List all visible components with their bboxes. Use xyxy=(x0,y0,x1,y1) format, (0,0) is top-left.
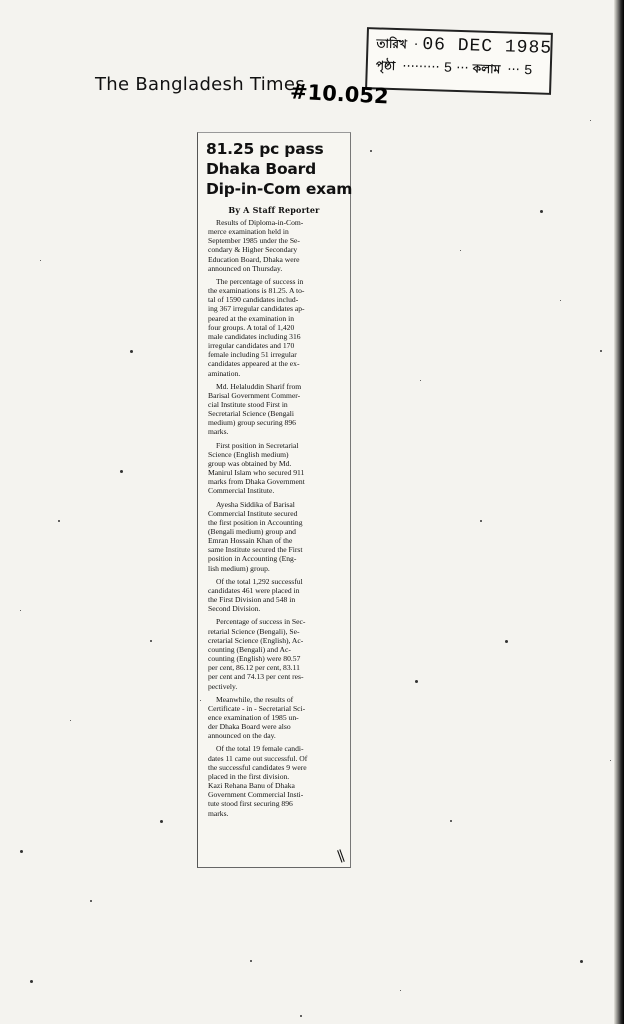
stamp-date-label: তারিখ xyxy=(376,36,408,52)
scan-speck xyxy=(370,150,372,152)
article-body xyxy=(198,218,350,818)
scan-speck xyxy=(160,820,163,823)
article-paragraph xyxy=(208,744,346,817)
article-paragraph xyxy=(208,277,346,378)
paragraph-line: Certificate - in - Secretarial Sci- xyxy=(208,703,306,713)
paragraph-line: four groups. A total of 1,420 xyxy=(208,322,295,332)
paragraph-line: Commercial Institute secured xyxy=(208,508,298,518)
paragraph-line: amination. xyxy=(208,368,241,378)
paragraph-line: Manirul Islam who secured 911 xyxy=(208,468,305,478)
paragraph-line: Kazi Rehana Banu of Dhaka xyxy=(208,781,295,791)
paragraph-line: Of the total 1,292 successful xyxy=(216,576,303,586)
paragraph-line: Secretarial Science (Bengali xyxy=(208,409,295,419)
paragraph-line: (Bengali medium) group and xyxy=(208,527,296,536)
stamp-date-row xyxy=(376,33,552,61)
paragraph-line: announced on the day. xyxy=(208,731,276,741)
paragraph-line: female including 51 irregular xyxy=(208,350,297,360)
paragraph-line: Meanwhile, the results of xyxy=(216,694,294,704)
stamp-date-value: 06 DEC 1985 xyxy=(422,34,553,59)
article-byline: By A Staff Reporter xyxy=(228,205,320,215)
scan-speck xyxy=(90,900,92,902)
headline-line: 81.25 pc pass xyxy=(206,140,324,158)
stamp-page-label: পৃষ্ঠা xyxy=(375,58,396,73)
paragraph-line: cial Institute stood First in xyxy=(208,399,288,409)
scan-speck xyxy=(250,960,252,962)
scan-speck xyxy=(415,680,418,683)
scan-speck xyxy=(590,120,591,121)
article-paragraph xyxy=(208,577,346,614)
paragraph-line: Barisal Government Commer- xyxy=(208,390,301,400)
stamp-page-value: 5 xyxy=(443,60,453,77)
paragraph-line: placed in the first division. xyxy=(208,771,290,781)
scan-speck xyxy=(120,470,123,473)
paragraph-line: irregular candidates and 170 xyxy=(208,341,295,351)
newspaper-source-label: The Bangladesh Times xyxy=(95,74,305,95)
scan-speck xyxy=(70,720,71,721)
scan-speck xyxy=(505,640,508,643)
paragraph-line: group was obtained by Md. xyxy=(208,458,292,468)
scan-speck xyxy=(300,1015,302,1017)
paragraph-line: September 1985 under the Se- xyxy=(208,236,300,246)
scan-speck xyxy=(130,350,133,353)
paragraph-line: Ayesha Siddika of Barisal xyxy=(216,499,295,509)
scan-speck xyxy=(400,990,401,991)
scan-speck xyxy=(610,760,611,761)
scan-speck xyxy=(20,850,23,853)
scan-speck xyxy=(560,300,561,301)
article-headline xyxy=(206,139,353,199)
paragraph-line: Government Commercial Insti- xyxy=(208,790,304,800)
article-paragraph xyxy=(208,617,346,690)
paragraph-line: male candidates including 316 xyxy=(208,331,301,341)
scan-speck xyxy=(20,610,21,611)
article-paragraph xyxy=(208,695,346,741)
paragraph-line: Emran Hossain Khan of the xyxy=(208,536,293,546)
paragraph-line: The percentage of success in xyxy=(216,276,304,286)
scan-speck xyxy=(480,520,482,522)
paragraph-line: Percentage of success in Sec- xyxy=(216,617,306,627)
paragraph-line: Results of Diploma-in-Com- xyxy=(216,218,304,227)
paragraph-line: counting (Bengali) and Ac- xyxy=(208,644,291,654)
paragraph-line: candidates appeared at the ex- xyxy=(208,359,300,369)
paragraph-line: ence examination of 1985 un- xyxy=(208,712,299,722)
paragraph-line: tal of 1590 candidates includ- xyxy=(208,295,299,305)
paragraph-line: der Dhaka Board were also xyxy=(208,722,291,732)
paragraph-line: cretarial Science (English), Ac- xyxy=(208,635,304,645)
paragraph-line: Education Board, Dhaka were xyxy=(208,254,300,264)
paragraph-line: Second Division. xyxy=(208,604,261,614)
article-paragraph xyxy=(208,218,346,273)
scan-speck xyxy=(460,250,461,251)
stamp-column-value: 5 xyxy=(523,63,533,80)
paragraph-line: pectively. xyxy=(208,681,238,691)
stamp-dots: · xyxy=(413,37,419,53)
paragraph-line: the First Division and 548 in xyxy=(208,595,296,605)
headline-line: Dip-in-Com exam xyxy=(206,180,353,198)
file-number: #10.052 xyxy=(289,79,390,109)
paragraph-line: Commercial Institute. xyxy=(208,486,275,496)
paragraph-line: Science (English medium) xyxy=(208,449,289,459)
stamp-dots: ··· xyxy=(456,60,469,77)
scan-speck xyxy=(420,380,421,381)
date-stamp xyxy=(365,27,553,95)
scan-speck xyxy=(540,210,543,213)
paragraph-line: counting (English) were 80.57 xyxy=(208,654,301,664)
scan-speck xyxy=(600,350,602,352)
stamp-page-row xyxy=(375,57,532,82)
paragraph-line: Md. Helaluddin Sharif from xyxy=(216,381,302,391)
article-paragraph xyxy=(208,441,346,496)
paragraph-line: per cent, 86.12 per cent, 83.11 xyxy=(208,663,300,673)
paragraph-line: per cent and 74.13 per cent res- xyxy=(208,672,304,682)
paragraph-line: same Institute secured the First xyxy=(208,545,303,555)
paragraph-line: merce examination held in xyxy=(208,227,289,237)
paragraph-line: the first position in Accounting xyxy=(208,517,303,527)
scan-speck xyxy=(30,980,33,983)
stamp-dots: ········· xyxy=(402,59,440,76)
paragraph-line: candidates 461 were placed in xyxy=(208,585,300,595)
paragraph-line: marks. xyxy=(208,808,229,818)
paragraph-line: dates 11 came out successful. Of xyxy=(208,753,308,763)
page-edge xyxy=(614,0,624,1024)
paragraph-line: medium) group securing 896 xyxy=(208,418,296,428)
stamp-column-label: কলাম xyxy=(472,61,501,77)
paragraph-line: the examinations is 81.25. A to- xyxy=(208,286,305,296)
scan-speck xyxy=(150,640,152,642)
paragraph-line: the successful candidates 9 were xyxy=(208,762,307,772)
headline-line: Dhaka Board xyxy=(206,160,316,178)
article-paragraph xyxy=(208,382,346,437)
paragraph-line: condary & Higher Secondary xyxy=(208,245,298,255)
stamp-dots: ··· xyxy=(507,62,521,78)
paragraph-line: First position in Secretarial xyxy=(216,440,299,450)
scan-speck xyxy=(58,520,60,522)
paragraph-line: tute stood first securing 896 xyxy=(208,799,293,809)
scan-speck xyxy=(450,820,452,822)
paragraph-line: announced on Thursday. xyxy=(208,263,283,273)
paragraph-line: marks from Dhaka Government xyxy=(208,477,305,487)
newspaper-clipping xyxy=(197,132,351,868)
scan-speck xyxy=(40,260,41,261)
scan-speck xyxy=(200,700,201,701)
paragraph-line: marks. xyxy=(208,427,229,437)
paragraph-line: lish medium) group. xyxy=(208,563,270,573)
paragraph-line: retarial Science (Bengali), Se- xyxy=(208,626,300,636)
scan-speck xyxy=(580,960,583,963)
paragraph-line: peared at the examination in xyxy=(208,313,295,323)
paragraph-line: Of the total 19 female candi- xyxy=(216,744,304,754)
paragraph-line: ing 367 irregular candidates ap- xyxy=(208,304,305,314)
handwritten-mark: ∥ xyxy=(334,848,347,866)
paragraph-line: position in Accounting (Eng- xyxy=(208,554,297,564)
article-paragraph xyxy=(208,500,346,573)
